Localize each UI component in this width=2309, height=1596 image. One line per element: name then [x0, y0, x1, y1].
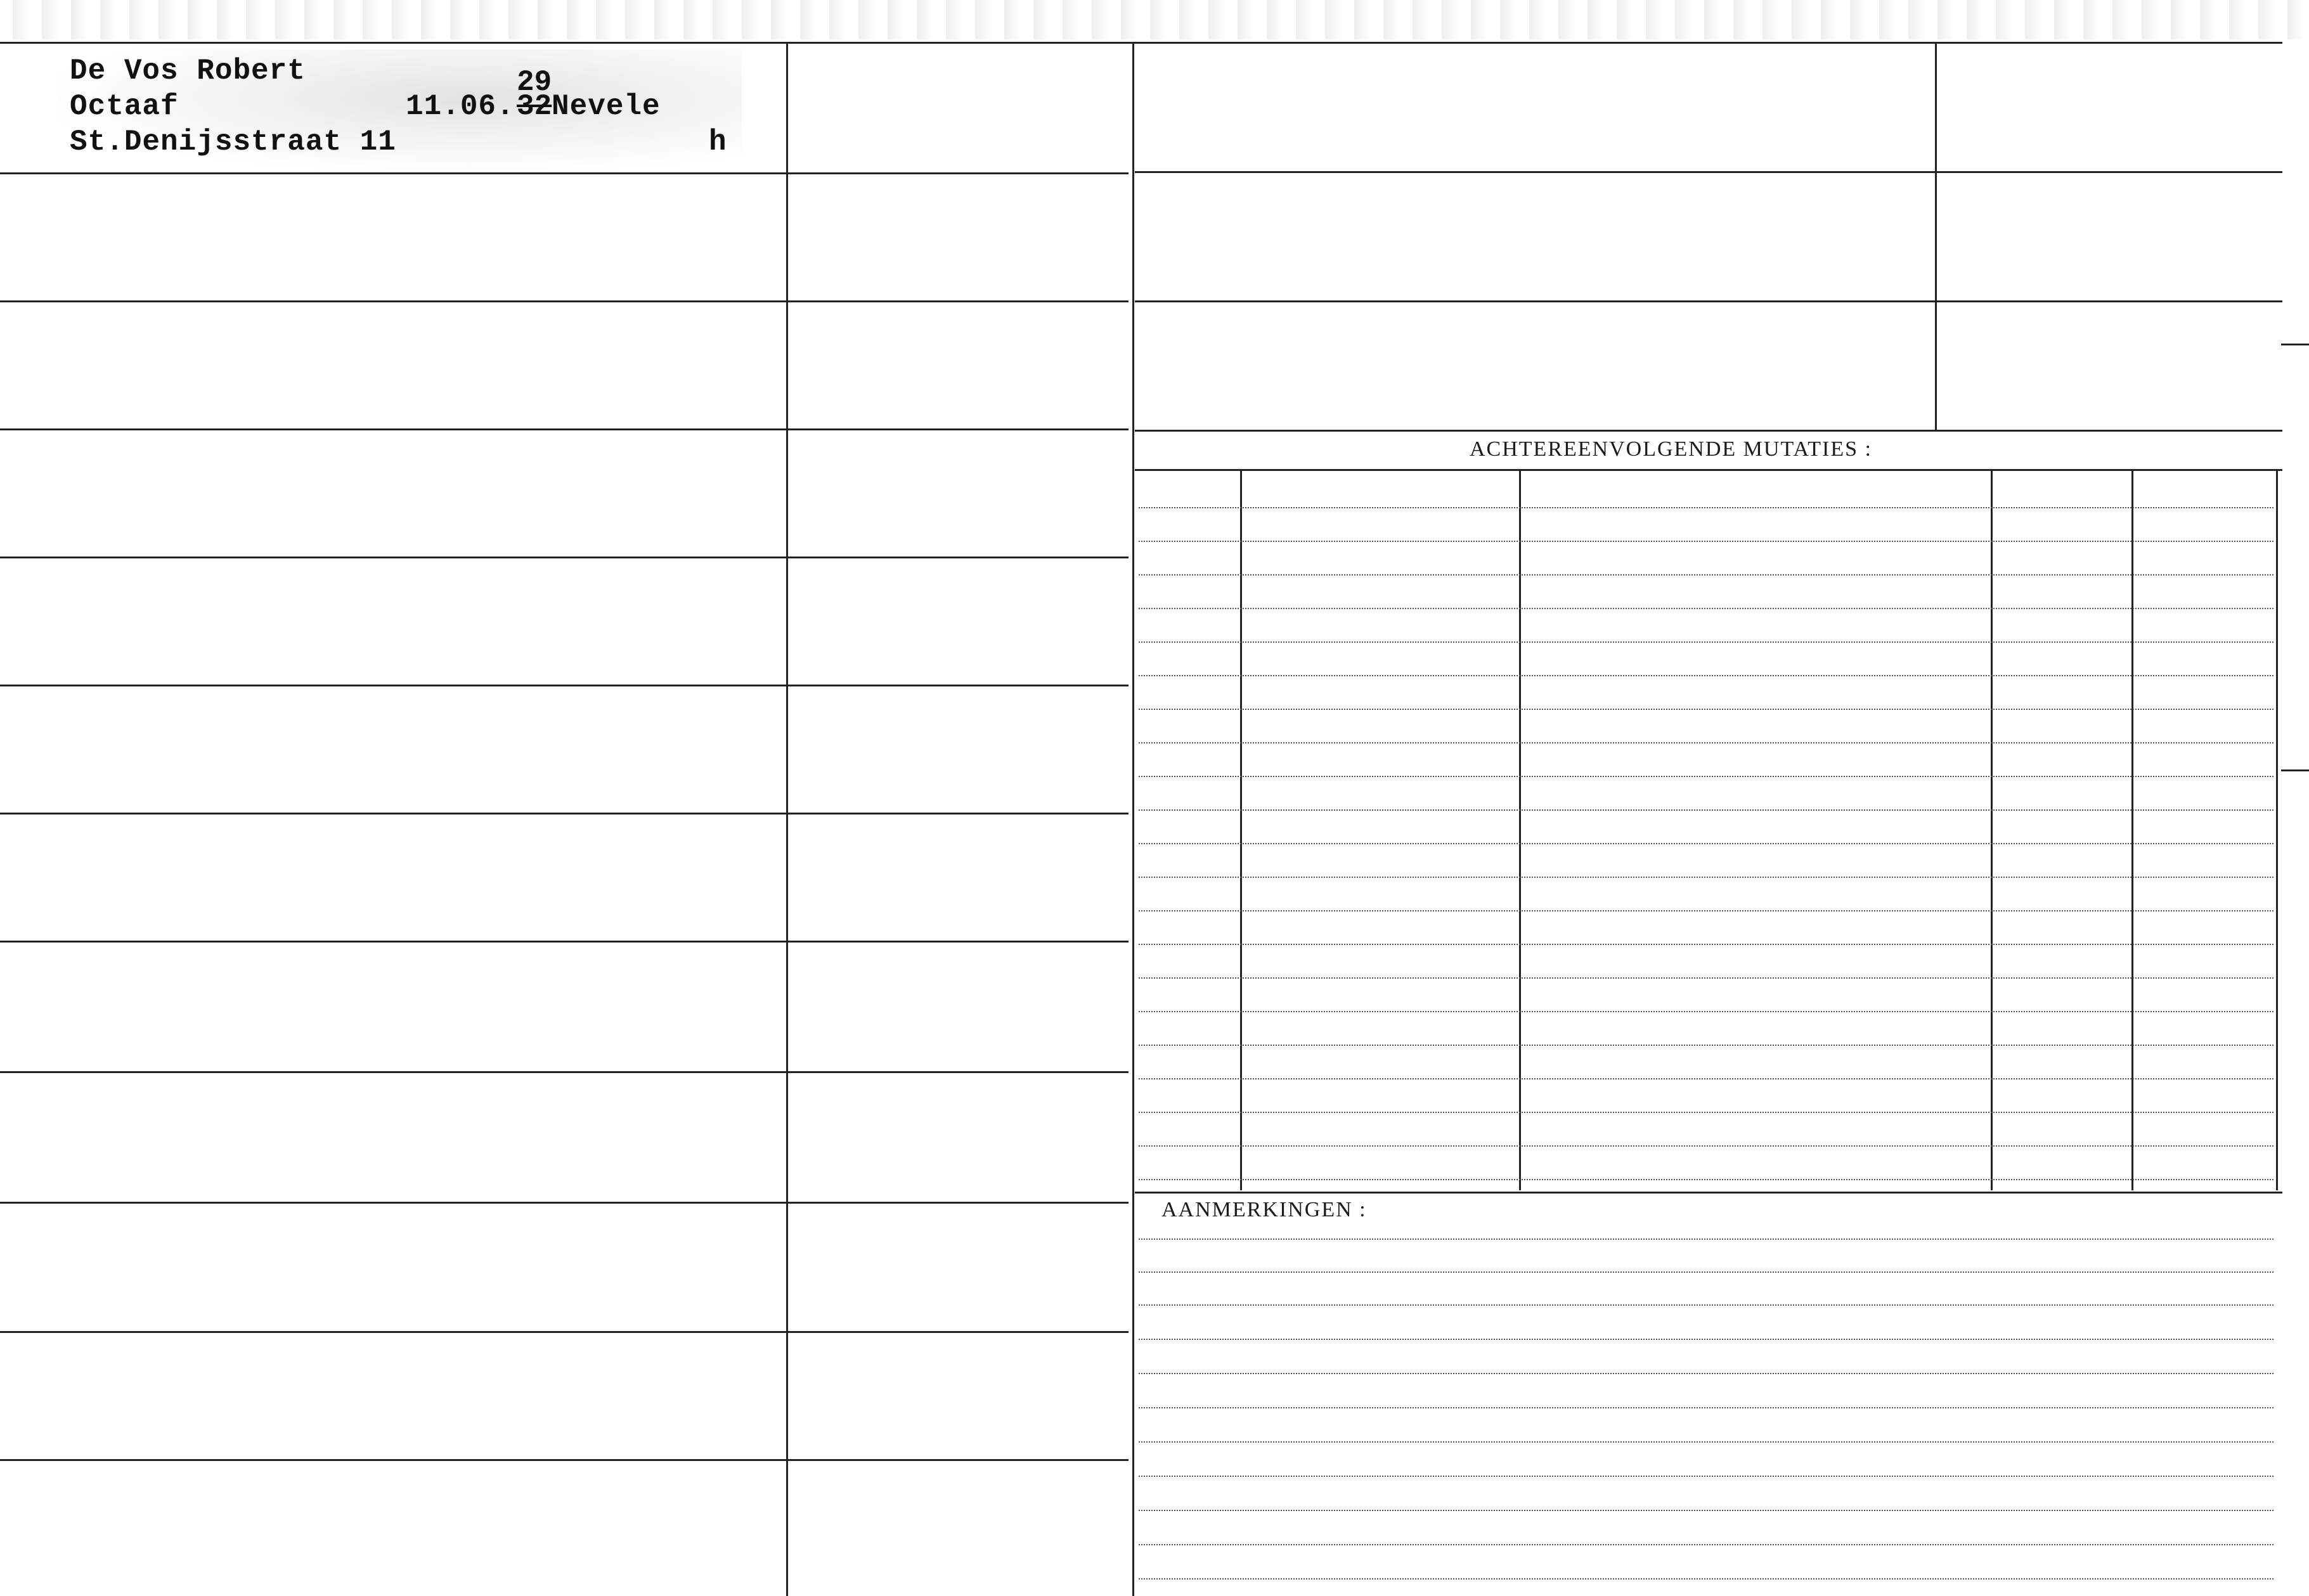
mutation-dotted-row [1139, 944, 2273, 945]
row-line [0, 941, 1129, 943]
right-row-line [1135, 171, 2282, 173]
column-divider-3 [1935, 43, 1937, 430]
torn-top-edge [0, 0, 2309, 39]
right-row-line [1135, 300, 2282, 302]
remarks-dotted-row [1139, 1476, 2273, 1477]
mutation-dotted-row [1139, 843, 2273, 844]
mutation-dotted-row [1139, 709, 2273, 710]
row-line [0, 1459, 1129, 1461]
mutation-dotted-row [1139, 675, 2273, 676]
remarks-dotted-row [1139, 1304, 2273, 1306]
birth-date-prefix: 11.06. [406, 90, 515, 123]
mutation-dotted-row [1139, 809, 2273, 811]
mutations-col-divider [1991, 470, 1993, 1190]
row-line [0, 557, 1129, 558]
mutations-col-divider [1240, 470, 1242, 1190]
remarks-dotted-row [1139, 1510, 2273, 1511]
remarks-dotted-row [1139, 1578, 2273, 1580]
column-divider-2 [1132, 43, 1134, 1596]
mutation-dotted-row [1139, 1011, 2273, 1012]
remarks-dotted-row [1139, 1373, 2273, 1374]
right-row-line [1135, 430, 2282, 432]
top-border [0, 42, 2282, 44]
edge-tick [2281, 344, 2309, 345]
column-divider-1 [786, 43, 788, 1596]
mutation-dotted-row [1139, 574, 2273, 576]
remarks-dotted-row [1139, 1407, 2273, 1408]
row-line [0, 300, 1129, 302]
mutation-dotted-row [1139, 608, 2273, 609]
remarks-dotted-row [1139, 1339, 2273, 1340]
mutation-dotted-row [1139, 977, 2273, 979]
mutation-dotted-row [1139, 877, 2273, 878]
row-line [0, 1071, 1129, 1073]
row-line [0, 428, 1129, 430]
row-line [0, 172, 1129, 174]
marker-letter: h [709, 125, 727, 158]
mutations-right-edge [2276, 470, 2278, 1190]
mutations-title: ACHTEREENVOLGENDE MUTATIES : [1470, 437, 1872, 461]
surname-line: De Vos Robert [70, 55, 306, 87]
mutation-dotted-row [1139, 742, 2273, 743]
firstname-line: Octaaf [70, 90, 179, 123]
address-line: St.Denijsstraat 11 [70, 125, 396, 158]
birth-place: Nevele [552, 90, 661, 123]
mutation-dotted-row [1139, 910, 2273, 911]
remarks-dotted-row [1139, 1239, 2273, 1240]
row-line [0, 685, 1129, 686]
mutation-dotted-row [1139, 1179, 2273, 1180]
row-line [0, 1202, 1129, 1204]
mutation-dotted-row [1139, 507, 2273, 508]
mutation-dotted-row [1139, 1112, 2273, 1113]
mutation-dotted-row [1139, 1045, 2273, 1046]
remarks-dotted-row [1139, 1441, 2273, 1443]
mutation-dotted-row [1139, 541, 2273, 542]
remarks-dotted-row [1139, 1544, 2273, 1545]
mutation-dotted-row [1139, 641, 2273, 643]
mutation-dotted-row [1139, 1078, 2273, 1079]
remarks-dotted-row [1139, 1271, 2273, 1273]
mutations-col-divider [2131, 470, 2133, 1190]
mutation-dotted-row [1139, 776, 2273, 777]
row-line [0, 1331, 1129, 1333]
edge-tick [2281, 769, 2309, 771]
mutation-dotted-row [1139, 1145, 2273, 1147]
birth-year-correction: 29 [517, 66, 552, 99]
birth-year-struck: 32 [517, 90, 552, 123]
mutations-header-line [1135, 469, 2282, 471]
row-line [0, 813, 1129, 814]
mutations-bottom-line [1135, 1192, 2282, 1194]
remarks-title: AANMERKINGEN : [1161, 1198, 1367, 1221]
mutations-col-divider [1519, 470, 1521, 1190]
